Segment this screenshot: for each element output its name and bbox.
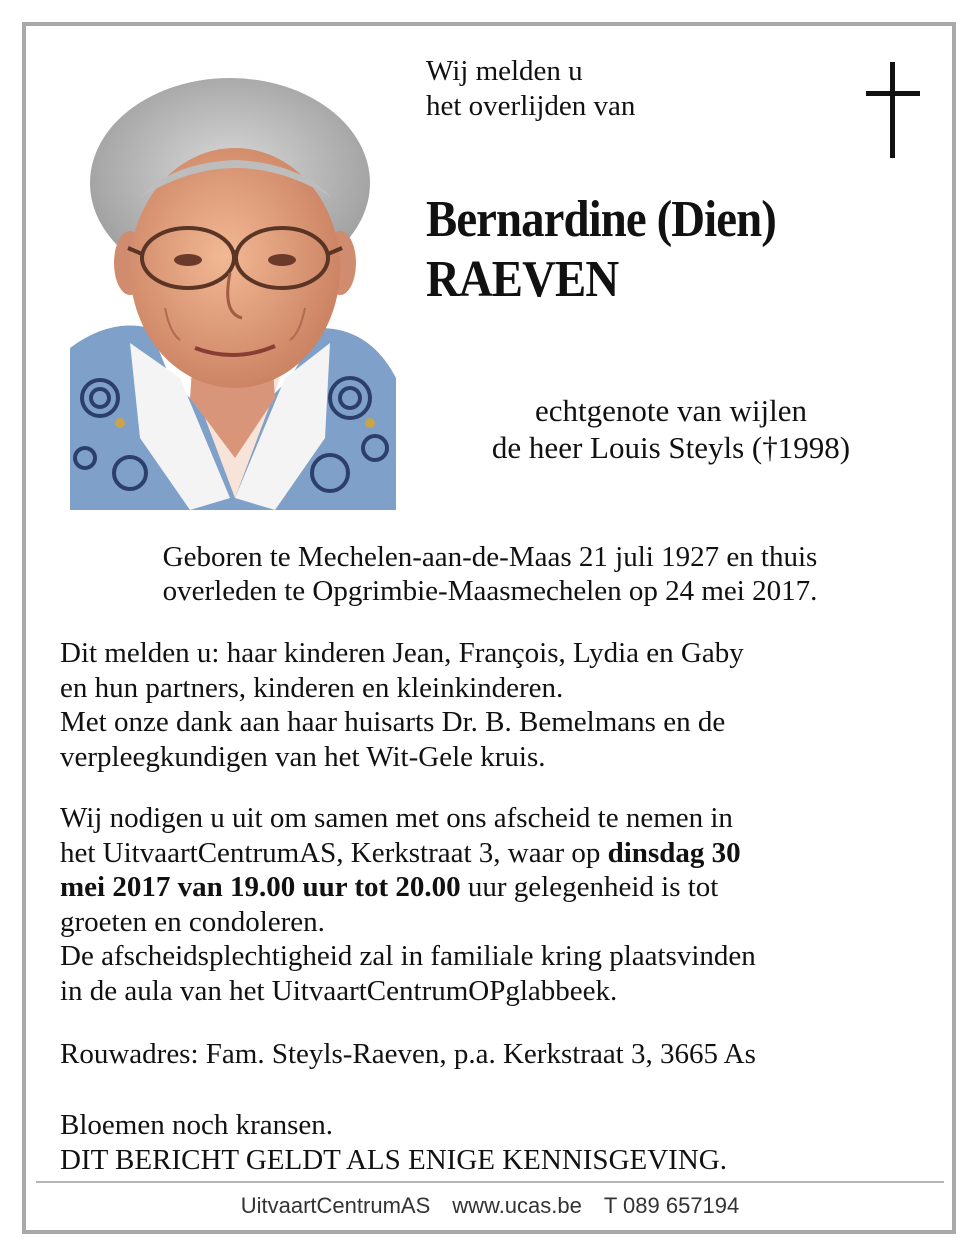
announcement-line: Wij melden u [426,55,583,87]
closing-line: Bloemen noch kransen. [60,1109,334,1141]
deceased-name [426,190,776,310]
closing-notice [60,1108,940,1177]
deceased-last-name: RAEVEN [426,251,619,308]
footer-company: UitvaartCentrumAS [240,1193,431,1218]
birth-death-info [60,540,920,608]
ceremony-line: in de aula van het UitvaartCentrumOPglabbeek. [60,974,618,1007]
death-line: overleden te Opgrimbie-Maasmechelen op 24 mei 2017. [162,575,818,607]
spouse-line: echtgenote van wijlen [534,393,807,428]
footer-phone: T 089 657194 [603,1193,740,1218]
footer-divider [36,1181,944,1183]
portrait-photo [70,78,396,510]
family-line: Dit melden u: haar kinderen Jean, François, Lydia en Gaby [60,637,744,669]
ceremony-line: Wij nodigen u uit om samen met ons afscheid te nemen in [60,802,733,834]
spouse-line: de heer Louis Steyls (†1998) [491,430,851,465]
family-line: Met onze dank aan haar huisarts Dr. B. Bemelmans en de [60,706,726,738]
family-line: verpleegkundigen van het Wit-Gele kruis. [60,740,546,773]
announcement-line: het overlijden van [426,90,636,122]
mourning-address [60,1037,940,1072]
ceremony-line: groeten en condoleren. [60,905,325,938]
ceremony-line [60,870,940,905]
family-line: en hun partners, kinderen en kleinkinderen. [60,671,564,704]
closing-line: DIT BERICHT GELDT ALS ENIGE KENNISGEVING. [60,1143,727,1176]
spouse-info [426,392,916,466]
birth-line: Geboren te Mechelen-aan-de-Maas 21 juli 1927 en thuis [162,541,818,573]
deceased-first-name: Bernardine (Dien) [426,191,776,248]
ceremony-date-bold: dinsdag 30 [607,836,741,869]
footer-website[interactable]: www.ucas.be [452,1193,582,1218]
footer [0,1193,980,1219]
address-line: Rouwadres: Fam. Steyls-Raeven, p.a. Kerkstraat 3, 3665 As [60,1038,756,1070]
ceremony-line [60,836,940,871]
ceremony-text: het UitvaartCentrumAS, Kerkstraat 3, waar op [60,836,608,869]
family-paragraph [60,636,940,774]
cross-icon [862,62,924,158]
ceremony-line: De afscheidsplechtigheid zal in familiale kring plaatsvinden [60,940,756,972]
ceremony-time-bold: mei 2017 van 19.00 uur tot 20.00 [60,871,461,903]
ceremony-paragraph [60,801,940,1008]
announcement [426,54,635,124]
ceremony-text: uur gelegenheid is tot [460,871,719,903]
